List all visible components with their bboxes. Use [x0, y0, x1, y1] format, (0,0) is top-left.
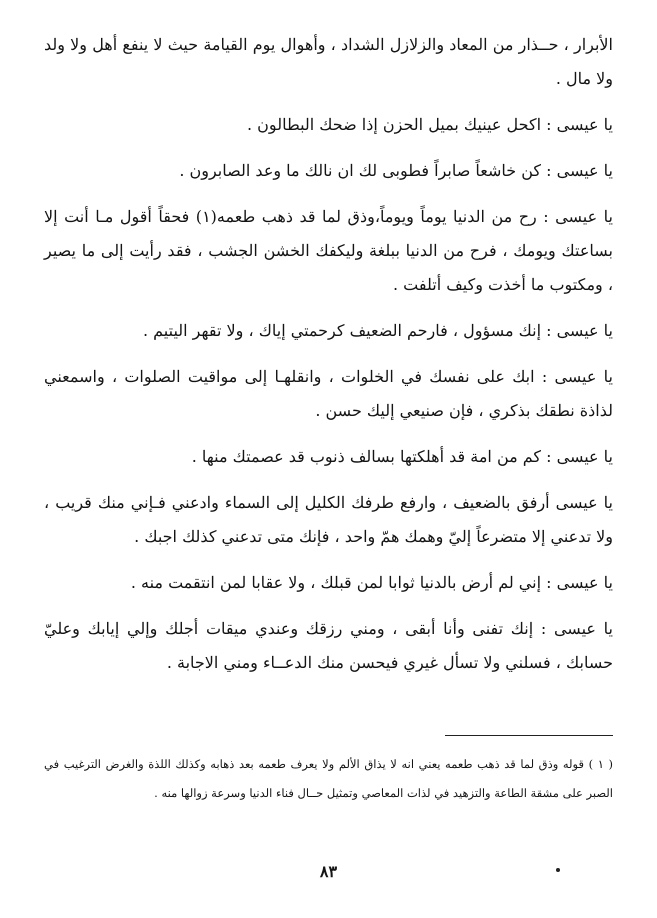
main-text: [44, 28, 613, 680]
paragraph-4: يا عيسى : رح من الدنيا يوماً ويوماً،وذق لما قد ذهب طعمه(١) فحقاً أقول مـا أنت إلا بساعتك ويومك ، فرح من الدنيا ببلغة وليكفك الخشن الجشب ، فقد رأيت إلى ما يصير ، ومكتوب ما أخذت وكيف أتلفت .: [44, 207, 614, 294]
paragraph-2: يا عيسى : اكحل عينيك بميل الحزن إذا ضحك البطالون .: [247, 115, 613, 134]
page-number: ٨٣: [319, 862, 338, 881]
ink-dot: [556, 868, 560, 872]
paragraph-6: يا عيسى : ابك على نفسك في الخلوات ، وانقلهـا إلى مواقيت الصلوات ، واسمعني لذاذة نطقك بذكري ، فإن صنيعي إليك حسن .: [44, 367, 613, 420]
paragraph-1: الأبرار ، حــذار من المعاد والزلازل الشداد ، وأهوال يوم القيامة حيث لا ينفع أهل ولا ولد ولا مال .: [44, 35, 613, 88]
paragraph-3: يا عيسى : كن خاشعاً صابراً فطوبى لك ان نالك ما وعد الصابرون .: [179, 161, 613, 180]
paragraph-5: يا عيسى : إنك مسؤول ، فارحم الضعيف كرحمتي إياك ، ولا تقهر اليتيم .: [142, 321, 613, 340]
paragraph-9: يا عيسى : إني لم أرض بالدنيا ثوابا لمن قبلك ، ولا عقابا لمن انتقمت منه .: [130, 573, 613, 592]
footnote: ( ١ ) قوله وذق لما قد ذهب طعمه يعني انه لا يذاق الألم ولا يعرف طعمه بعد ذهابه وكذلك اللذة والغرض الترغيب في الصبر على مشقة الطاعة والتزهيد في لذات المعاصي وتمثيل حــال فناء الدنيا وسرعة زوالها منه .: [44, 757, 613, 800]
footnote-divider: [445, 735, 613, 736]
paragraph-8: يا عيسى أرفق بالضعيف ، وارفع طرفك الكليل إلى السماء وادعني فـإني منك قريب ، ولا تدعني إلا متضرعاً إليّ وهمك همّ واحد ، فإنك متى تدعني كذلك اجبك .: [44, 493, 613, 546]
paragraph-10: يا عيسى : إنك تفنى وأنا أبقى ، ومني رزقك وعندي ميقات أجلك وإلي إيابك وعليّ حسابك ، فسلني ولا تسأل غيري فيحسن منك الدعــاء ومني الاجابة .: [44, 619, 613, 672]
paragraph-7: يا عيسى : كم من امة قد أهلكتها بسالف ذنوب قد عصمتك منها .: [191, 447, 613, 466]
